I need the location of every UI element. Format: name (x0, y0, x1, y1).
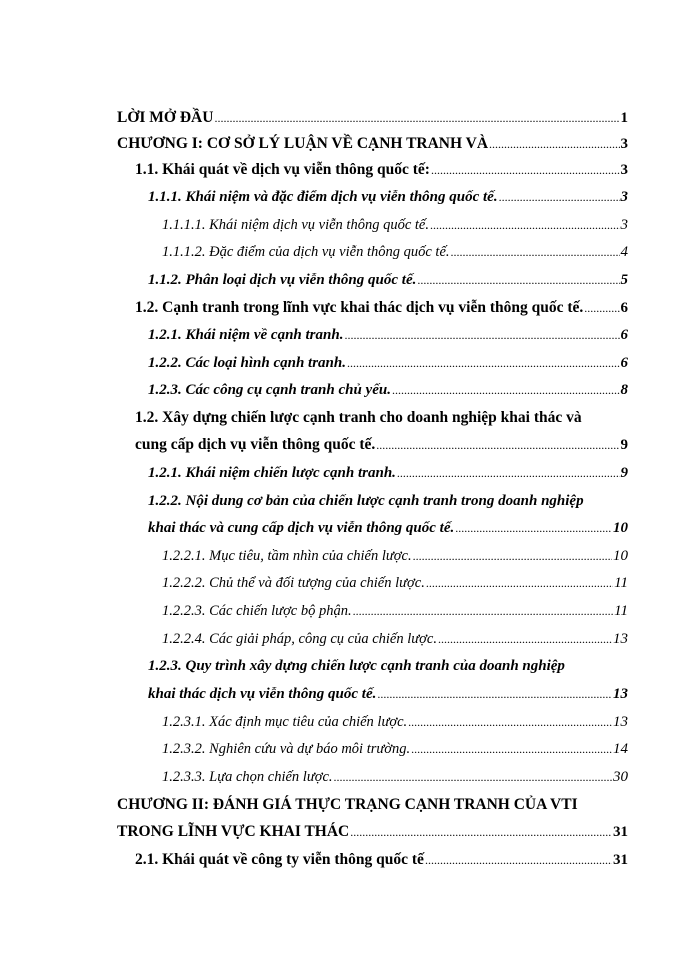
dot-leader (413, 544, 612, 568)
toc-entry (135, 848, 628, 872)
toc-entry-title: 1.2.3. Các công cụ cạnh tranh chủ yếu. (148, 382, 391, 398)
toc-entry-title: 1.2.3.2. Nghiên cứu và dự báo môi trường. (162, 741, 411, 757)
dot-leader (392, 378, 620, 402)
toc-page-number: 9 (620, 465, 628, 481)
toc-page-number: 31 (613, 852, 628, 868)
dot-leader (334, 765, 612, 789)
toc-entry (148, 682, 628, 706)
dot-leader (350, 820, 612, 844)
toc-entry (117, 106, 628, 130)
toc-entry (148, 351, 628, 375)
toc-entry (162, 737, 628, 761)
toc-entry-title: 1.2.2.2. Chủ thể và đối tượng của chiến lược. (162, 575, 425, 591)
toc-entry-title: 2.1. Khái quát về công ty viễn thông quốc tế (135, 851, 424, 868)
toc-entry-title: 1.2.2. Các loại hình cạnh tranh. (148, 355, 346, 371)
dot-leader (451, 240, 620, 264)
toc-entry-first-line: 1.2. Xây dựng chiến lược cạnh tranh cho doanh nghiệp khai thác và (135, 409, 582, 426)
toc-page-number: 1 (620, 110, 628, 126)
dot-leader (455, 516, 612, 540)
dot-leader (214, 106, 619, 130)
toc-entry (148, 323, 628, 347)
toc-page-number: 13 (613, 714, 628, 730)
toc-entry-title: 1.1.2. Phân loại dịch vụ viễn thông quốc tế. (148, 272, 417, 288)
toc-page-number: 11 (614, 603, 628, 619)
toc-entry (148, 378, 628, 402)
toc-entry (162, 627, 628, 651)
toc-entry-title: 1.2.2.3. Các chiến lược bộ phận. (162, 603, 352, 619)
toc-page-number: 3 (620, 189, 628, 205)
dot-leader (417, 268, 619, 292)
dot-leader (408, 710, 612, 734)
dot-leader (489, 132, 619, 156)
dot-leader (397, 461, 620, 485)
toc-page-number: 31 (613, 824, 628, 840)
toc-entry-title: 1.2.1. Khái niệm chiến lược cạnh tranh. (148, 465, 396, 481)
toc-entry (162, 599, 628, 623)
toc-page-number: 10 (613, 520, 628, 536)
toc-entry (148, 185, 628, 209)
toc-entry (148, 516, 628, 540)
toc-page-number: 6 (620, 300, 628, 316)
dot-leader (499, 185, 620, 209)
toc-page-number: 13 (613, 686, 628, 702)
toc-entry-title: 1.1. Khái quát về dịch vụ viễn thông quốc tế: (135, 161, 430, 178)
toc-entry-title: 1.2.3.1. Xác định mục tiêu của chiến lược. (162, 714, 408, 730)
toc-page-number: 8 (620, 382, 628, 398)
toc-page-number: 10 (613, 548, 628, 564)
toc-entry-first-line: CHƯƠNG II: ĐÁNH GIÁ THỰC TRẠNG CẠNH TRANH CỦA VTI (117, 796, 578, 813)
toc-entry-title: khai thác dịch vụ viễn thông quốc tế. (148, 686, 377, 702)
toc-entry-title: 1.1.1. Khái niệm và đặc điểm dịch vụ viễn thông quốc tế. (148, 189, 498, 205)
toc-entry (162, 710, 628, 734)
toc-page-number: 9 (620, 437, 628, 453)
toc-entry-title: 1.1.1.2. Đặc điểm của dịch vụ viễn thông quốc tế. (162, 244, 450, 260)
toc-entry (117, 820, 628, 844)
dot-leader (353, 599, 613, 623)
toc-entry-title: 1.1.1.1. Khái niệm dịch vụ viễn thông quốc tế. (162, 217, 429, 233)
toc-entry (135, 433, 628, 457)
dot-leader (426, 571, 613, 595)
toc-page-number: 11 (614, 575, 628, 591)
toc-entry-title: khai thác và cung cấp dịch vụ viễn thông quốc tế. (148, 520, 455, 536)
toc-entry-title: TRONG LĨNH VỰC KHAI THÁC (117, 823, 350, 840)
toc-page-number: 5 (620, 272, 628, 288)
toc-page-number: 30 (613, 769, 628, 785)
dot-leader (347, 351, 620, 375)
toc-entry (135, 158, 628, 182)
dot-leader (377, 682, 612, 706)
dot-leader (584, 296, 619, 320)
dot-leader (411, 737, 612, 761)
toc-entry-title: cung cấp dịch vụ viễn thông quốc tế. (135, 436, 376, 453)
toc-entry-title: 1.2.3.3. Lựa chọn chiến lược. (162, 769, 333, 785)
toc-entry-title: 1.2. Cạnh tranh trong lĩnh vực khai thác dịch vụ viễn thông quốc tế. (135, 299, 584, 316)
toc-entry-title: 1.2.2.1. Mục tiêu, tầm nhìn của chiến lược. (162, 548, 412, 564)
toc-page-number: 14 (613, 741, 628, 757)
toc-entry-first-line: 1.2.2. Nội dung cơ bản của chiến lược cạnh tranh trong doanh nghiệp (148, 493, 584, 509)
toc-entry-first-line: 1.2.3. Quy trình xây dựng chiến lược cạnh tranh của doanh nghiệp (148, 658, 565, 674)
toc-entry (117, 132, 628, 156)
toc-entry (162, 240, 628, 264)
toc-entry (162, 571, 628, 595)
toc-entry-title: 1.2.1. Khái niệm về cạnh tranh. (148, 327, 344, 343)
dot-leader (438, 627, 612, 651)
toc-entry (162, 544, 628, 568)
dot-leader (376, 433, 619, 457)
toc-entry-title: 1.2.2.4. Các giải pháp, công cụ của chiến lược. (162, 631, 437, 647)
toc-page-number: 13 (613, 631, 628, 647)
toc-page-number: 4 (620, 244, 628, 260)
toc-entry-title: CHƯƠNG I: CƠ SỞ LÝ LUẬN VỀ CẠNH TRANH VÀ (117, 135, 489, 152)
toc-entry (162, 213, 628, 237)
toc-page-number: 3 (620, 162, 628, 178)
dot-leader (425, 848, 612, 872)
toc-entry (148, 461, 628, 485)
dot-leader (431, 158, 620, 182)
toc-entry (162, 765, 628, 789)
toc-page-number: 3 (620, 136, 628, 152)
toc-page-number: 6 (620, 355, 628, 371)
toc-entry (148, 268, 628, 292)
toc-page-number: 3 (620, 217, 628, 233)
toc-entry (135, 296, 628, 320)
toc-page-number: 6 (620, 327, 628, 343)
dot-leader (344, 323, 619, 347)
dot-leader (430, 213, 620, 237)
toc-entry-title: LỜI MỞ ĐẦU (117, 109, 214, 126)
